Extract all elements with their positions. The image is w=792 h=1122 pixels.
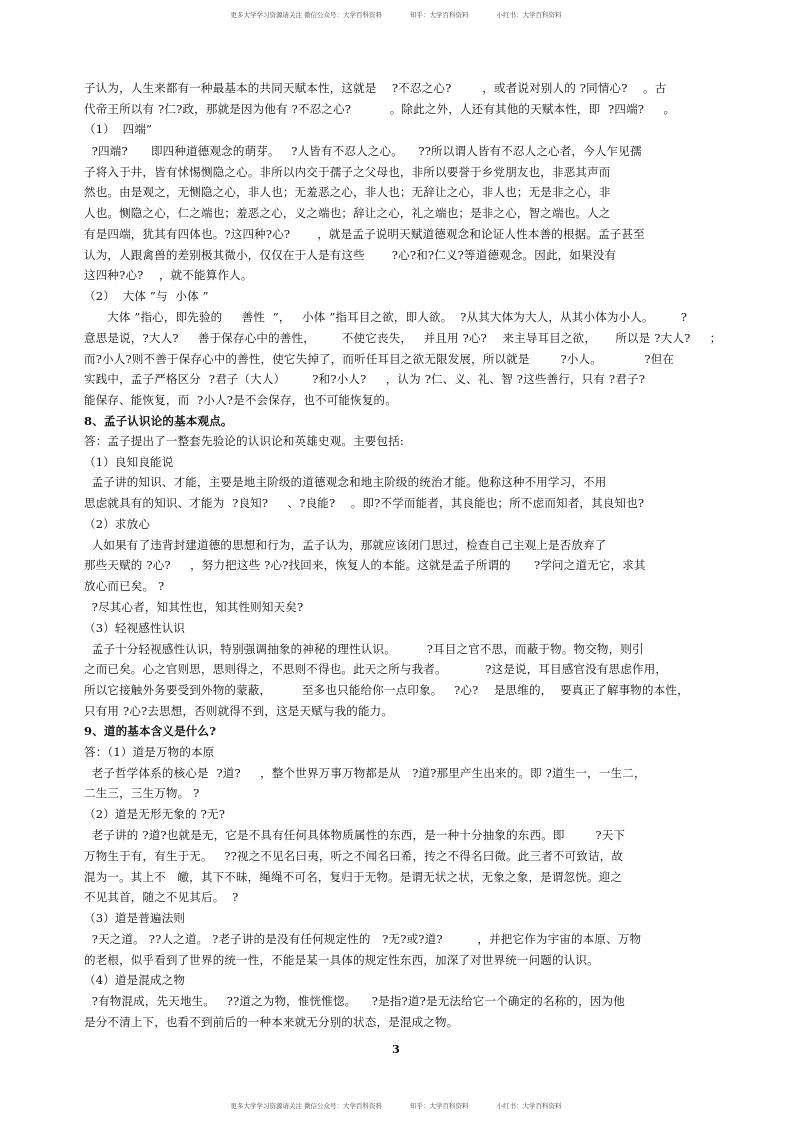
page-number: 3 [392,1043,400,1056]
text-line: 这四种?心? ，就不能算作人。 [84,268,253,282]
text-line: ?有物混成，先天地生。 ??道之为物，惟恍惟惚。 ?是指?道?是无法给它一个确定的名称的，因为他 [84,994,625,1008]
text-line: ?尽其心者，知其性也，知其性则知天矣? [84,600,304,614]
footer-item: 小红书：大学百科资料 [496,1102,562,1110]
text-line: 人如果有了违背封建道德的思想和行为，孟子认为，那就应该闭门思过，检查自己主观上是否放弃了 [84,538,607,552]
text-line: 认为，人跟禽兽的差别极其微小，仅仅在于人是有这些 ?心?和?仁义?等道德观念。因此，如果没有 [84,248,617,262]
section-heading: （2）求放心 [84,517,151,531]
text-line: 不见其首，随之不见其后。 ? [84,890,239,904]
section-heading: （2）道是无形无象的 ?无? [84,807,226,821]
text-line: 老子哲学体系的核心是 ?道? ，整个世界万事万物都是从 ?道?那里产生出来的。即 ?道生一，一生二， [84,766,646,780]
page-header [0,10,792,19]
text-line: 的老根，似乎看到了世界的统一性，不能是某一具体的规定性东西，加深了对世界统一问题的认识。 [84,953,599,967]
text-line: 所以它接触外务要受到外物的蒙蔽， 至多也只能给你一点印象。 ?心? 是思维的， 要真正了解事物的本性， [84,683,689,697]
section-heading: （1）良知良能说 [84,455,174,469]
text-line: 实践中，孟子严格区分 ?君子（大人） ?和?小人? ，认为 ?仁、义、礼、智 ?这些善行，只有 ?君子? [84,372,646,386]
footer-item: 知乎：大学百科资料 [410,1102,469,1110]
text-line: 孟子讲的知识、才能，主要是地主阶级的道德观念和地主阶级的统治才能。他称这种不用学习，不用 [84,475,607,489]
text-line: 能保存、能恢复，而 ?小人?是不会保存，也不可能恢复的。 [84,393,397,407]
text-line: 之而已矣。心之官则思，思则得之，不思则不得也。此天之所与我者。 ?这是说，耳目感官没有思虑作用， [84,662,668,676]
section-heading: 答：（1）道是万物的本原 [84,745,215,759]
text-line: 是分不清上下，也看不到前后的一种本来就无分别的状态，是混成之物。 [84,1015,459,1029]
page-footer [0,1101,792,1110]
text-line: ?四端? 即四种道德观念的萌芽。 ?人皆有不忍人之心。 ??所以谓人皆有不忍人之心者，今人乍见孺 [84,144,642,158]
text-line: 思虑就具有的知识、才能为 ?良知? 、?良能? 。即?不学而能者，其良能也；所不虑而知者，其良知也? [84,496,645,510]
text-line: 有是四端，犹其有四体也。?这四种?心? ，就是孟子说明天赋道德观念和论证人性本善的根据。孟子甚至 [84,227,645,241]
text-line: 意思是说，?大人? 善于保存心中的善性， 不使它丧失， 并且用 ?心? 来主导耳目之欲， 所以是 ?大人? ； [84,331,722,345]
section-heading: （3）道是普遍法则 [84,911,186,925]
question-heading: 9、道的基本含义是什么? [84,724,217,738]
text-line: ?天之道。 ??人之道。 ?老子讲的是没有任何规定性的 ?无?或?道? ，并把它作为宇宙的本原、万物 [84,932,642,946]
header-item: 知乎：大学百科资料 [410,11,469,19]
text-line: 混为一。其上不 皦，其下不昧，绳绳不可名，复归于无物。是谓无状之状，无象之象，是谓忽恍。迎之 [84,870,623,884]
text-line: 那些天赋的 ?心? ，努力把这些 ?心?找回来，恢复人的本能。这就是孟子所谓的 ?学问之道无它，求其 [84,558,646,572]
text-line: 孟子十分轻视感性认识，特别强调抽象的神秘的理性认识。 ?耳目之官不思，而蔽于物。物交物，则引 [84,642,644,656]
section-heading: （3）轻视感性认识 [84,621,186,635]
text-line: 子认为，人生来都有一种最基本的共同天赋本性，这就是 ?不忍之心? ，或者说对别人的 ?同情心? 。古 [84,81,667,95]
text-line: 万物生于有，有生于无。 ??视之不见名曰夷，听之不闻名曰希，抟之不得名曰微。此三者不可致诘，故 [84,849,624,863]
text-line: 而?小人?则不善于保存心中的善性，使它失掉了，而听任耳目之欲无限发展，所以就是 ?小人。 ?但在 [84,352,675,366]
text-line: 放心而已矣。 ? [84,579,165,593]
text-line: 人也。恻隐之心，仁之端也；羞恶之心，义之端也；辞让之心，礼之端也；是非之心，智之端也。人之 [84,206,611,220]
section-heading: （2） 大体 ”与 小体 ” [84,289,209,303]
text-line: 大体 ”指心，即先验的 善性 ”， 小体 ”指耳目之欲，即人欲。 ?从其大体为大人，从其小体为小人。 ? [84,310,688,324]
text-line: 子将入于井，皆有怵惕恻隐之心。非所以内交于孺子之父母也，非所以要誉于乡党朋友也，非恶其声而 [84,165,611,179]
text-line: 二生三，三生万物。 ? [84,786,200,800]
section-heading: （1） 四端” [84,122,153,136]
footer-item: 更多大学学习资源请关注 微信公众号：大学百科资料 [230,1102,383,1110]
text-line: 老子讲的 ?道?也就是无，它是不具有任何具体物质属性的东西，是一种十分抽象的东西。即 ?天下 [84,828,626,842]
text-line: 只有用 ?心?去思想，否则就得不到，这是天赋与我的能力。 [84,704,394,718]
section-heading: （4）道是混成之物 [84,973,186,987]
text-line: 代帝王所以有 ?仁?政，那就是因为他有 ?不忍之心? 。除此之外，人还有其他的天赋本性，即 ?四端? 。 [84,102,676,116]
question-heading: 8、孟子认识论的基本观点。 [84,414,233,428]
header-item: 小红书：大学百科资料 [496,11,562,19]
text-line: 答：孟子提出了一整套先验论的认识论和英雄史观。主要包括: [84,434,404,448]
text-line: 然也。由是观之，无恻隐之心，非人也；无羞恶之心，非人也；无辞让之心，非人也；无是非之心，非 [84,185,611,199]
header-item: 更多大学学习资源请关注 微信公众号：大学百科资料 [230,11,383,19]
